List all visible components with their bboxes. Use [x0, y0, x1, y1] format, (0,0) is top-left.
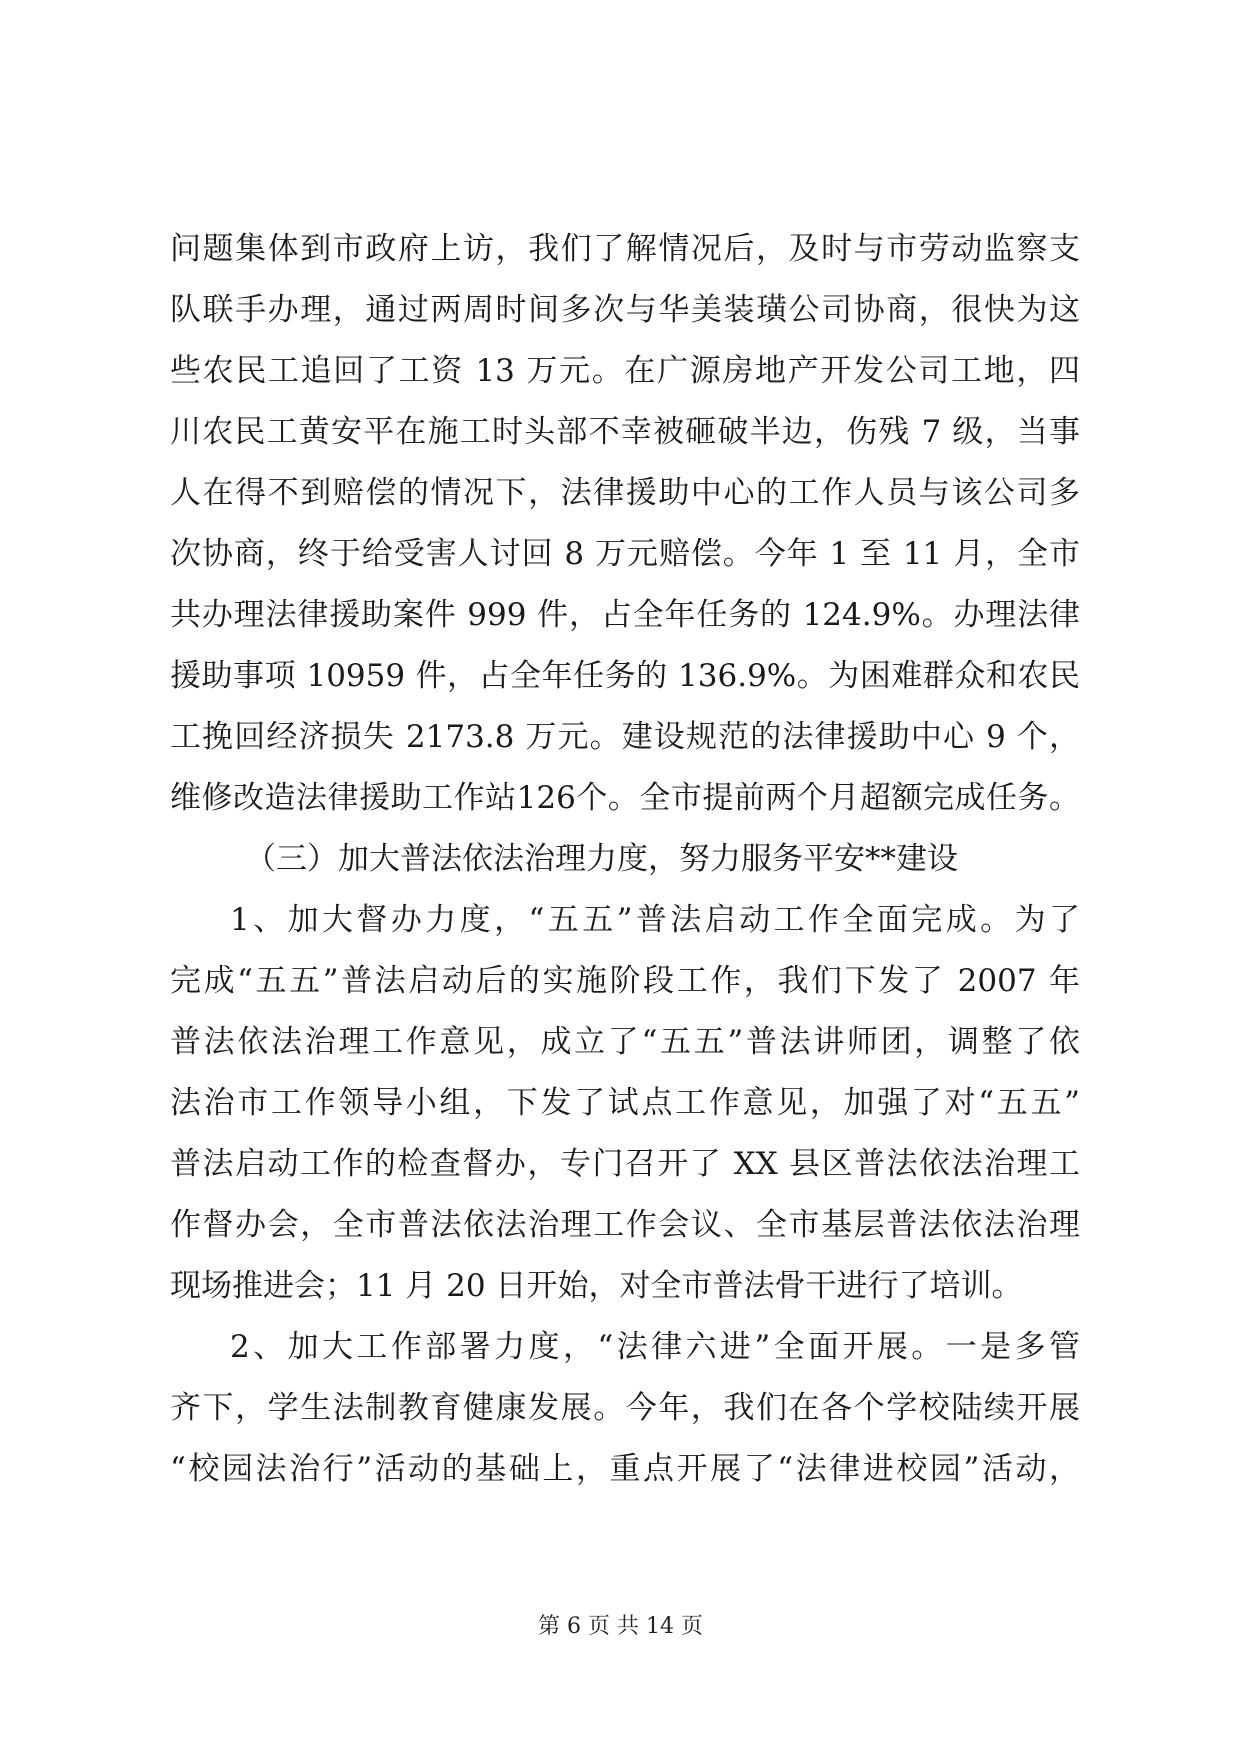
body-line-2: 队联手办理，通过两周时间多次与华美装璜公司协商，很快为这: [170, 292, 1080, 328]
body-line-1: 问题集体到市政府上访，我们了解情况后，及时与市劳动监察支: [170, 231, 1080, 267]
body-line-10: 维修改造法律援助工作站126个。全市提前两个月超额完成任务。: [170, 780, 1080, 816]
page-number-footer: 第 6 页 共 14 页: [538, 1614, 703, 1639]
body-line-14: 普法依法治理工作意见，成立了“五五”普法讲师团，调整了依: [170, 1024, 1080, 1060]
body-line-6: 次协商，终于给受害人讨回 8 万元赔偿。今年 1 至 11 月，全市: [170, 536, 1080, 572]
paragraph-2-first-line: 2、加大工作部署力度，“法律六进”全面开展。一是多管: [230, 1329, 1080, 1365]
body-line-20: 齐下，学生法制教育健康发展。今年，我们在各个学校陆续开展: [170, 1390, 1080, 1426]
paragraph-1-first-line: 1、加大督办力度，“五五”普法启动工作全面完成。为了: [230, 902, 1080, 938]
body-line-16: 普法启动工作的检查督办，专门召开了 XX 县区普法依法治理工: [170, 1146, 1080, 1182]
body-line-8: 援助事项 10959 件，占全年任务的 136.9%。为困难群众和农民: [170, 658, 1080, 694]
body-line-4: 川农民工黄安平在施工时头部不幸被砸破半边，伤残 7 级，当事: [170, 414, 1080, 450]
body-line-17: 作督办会，全市普法依法治理工作会议、全市基层普法依法治理: [170, 1207, 1080, 1243]
body-line-3: 些农民工追回了工资 13 万元。在广源房地产开发公司工地，四: [170, 353, 1080, 389]
body-line-15: 法治市工作领导小组，下发了试点工作意见，加强了对“五五”: [170, 1085, 1080, 1121]
body-line-9: 工挽回经济损失 2173.8 万元。建设规范的法律援助中心 9 个，: [170, 719, 1080, 755]
body-line-18: 现场推进会；11 月 20 日开始，对全市普法骨干进行了培训。: [170, 1268, 1023, 1304]
body-line-5: 人在得不到赔偿的情况下，法律援助中心的工作人员与该公司多: [170, 475, 1080, 511]
body-line-7: 共办理法律援助案件 999 件，占全年任务的 124.9%。办理法律: [170, 597, 1080, 633]
section-heading: （三）加大普法依法治理力度，努力服务平安**建设: [245, 841, 958, 877]
body-line-13: 完成“五五”普法启动后的实施阶段工作，我们下发了 2007 年: [170, 963, 1080, 999]
body-line-21: “校园法治行”活动的基础上，重点开展了“法律进校园”活动，: [170, 1451, 1080, 1487]
